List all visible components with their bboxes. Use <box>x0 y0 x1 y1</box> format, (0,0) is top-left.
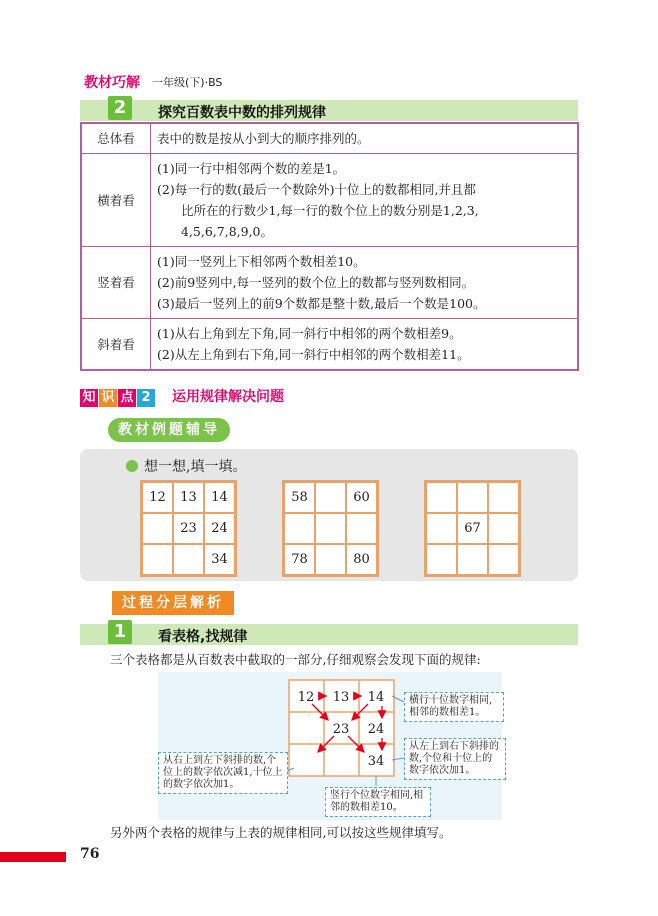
note-diagonal-down-left: 从右上到左下斜排的数,个位上的数字依次减1,十位上的数字依次加1。 <box>158 752 288 794</box>
grid-cell: 13 <box>173 482 204 513</box>
section-2-bar <box>80 624 578 645</box>
row-content <box>151 123 579 154</box>
grid-cell[interactable] <box>488 544 519 575</box>
grid-cell[interactable] <box>315 482 346 513</box>
page-number: 76 <box>80 846 100 862</box>
grid-cell: 58 <box>284 482 315 513</box>
row-label: 横着看 <box>81 154 151 247</box>
grade-label: 一年级(下)·BS <box>152 76 223 89</box>
grid-cell[interactable] <box>315 544 346 575</box>
section-1-number: 2 <box>108 96 132 120</box>
grid-2 <box>282 480 379 577</box>
section-1-title: 探究百数表中数的排列规律 <box>158 105 326 121</box>
grid-cell[interactable] <box>426 482 457 513</box>
table-row <box>81 319 578 371</box>
grid-cell: 80 <box>346 544 377 575</box>
grid-cell[interactable] <box>488 482 519 513</box>
row-label: 总体看 <box>81 123 151 154</box>
grid-cell: 12 <box>142 482 173 513</box>
row-text: (1)同一竖列上下相邻两个数相差10。 <box>157 254 366 269</box>
row-text: 比所在的行数少1,每一行的数个位上的数分别是1,2,3, <box>181 203 479 218</box>
row-text: 表中的数是按从小到大的顺序排列的。 <box>157 131 370 146</box>
grid-cell[interactable] <box>142 544 173 575</box>
knowledge-point-tag <box>80 386 156 407</box>
grid-cell: 78 <box>284 544 315 575</box>
note-vertical-rule: 竖行个位数字相同,相邻的数相差10。 <box>325 787 431 817</box>
diagram-cell: 34 <box>367 754 385 769</box>
grid-cell[interactable] <box>457 544 488 575</box>
grid-cell[interactable] <box>173 544 204 575</box>
row-content <box>151 319 579 371</box>
closing-paragraph: 另外两个表格的规律与上表的规律相同,可以按这些规律填写。 <box>110 825 452 840</box>
grid-1 <box>140 480 237 577</box>
row-text: (1)从右上角到左下角,同一斜行中相邻的两个数相差9。 <box>157 326 462 341</box>
grid-cell[interactable] <box>315 513 346 544</box>
kp-char: 知 <box>80 389 98 407</box>
grid-cell[interactable] <box>284 513 315 544</box>
row-text: (2)每一行的数(最后一个数除外)十位上的数都相同,并且都 <box>157 182 476 197</box>
kp-char: 识 <box>99 389 117 407</box>
grid-cell: 14 <box>204 482 235 513</box>
grid-cell: 23 <box>173 513 204 544</box>
row-content <box>151 247 579 319</box>
section-2-title: 看表格,找规律 <box>158 629 248 645</box>
table-row <box>81 247 578 319</box>
note-horizontal-rule: 横行十位数字相同,相邻的数相差1。 <box>404 692 504 722</box>
grid-cell[interactable] <box>488 513 519 544</box>
diagram-cell: 13 <box>332 690 350 705</box>
table-row <box>81 154 578 247</box>
diagram-cell: 23 <box>332 722 350 737</box>
kp-number: 2 <box>137 389 155 407</box>
example-label: 教材例题辅导 <box>108 418 230 442</box>
grid-cell[interactable] <box>426 544 457 575</box>
grid-cell: 24 <box>204 513 235 544</box>
row-text: (3)最后一竖列上的前9个数都是整十数,最后一个数是100。 <box>157 296 486 311</box>
kp-char: 点 <box>118 389 136 407</box>
diagram-cell: 14 <box>367 690 385 705</box>
section-1-bar <box>80 100 578 121</box>
book-brand: 教材巧解 <box>84 75 140 91</box>
bullet-dot-icon <box>126 460 138 472</box>
process-label: 过程分层解析 <box>112 591 234 615</box>
diagram-cell: 12 <box>297 690 315 705</box>
grid-cell: 67 <box>457 513 488 544</box>
row-text: 4,5,6,7,8,9,0。 <box>181 224 274 239</box>
table-row <box>81 123 578 154</box>
row-text: (2)前9竖列中,每一竖列的数个位上的数都与竖列数相同。 <box>157 275 475 290</box>
knowledge-point-title: 运用规律解决问题 <box>172 389 284 405</box>
note-diagonal-down-right: 从左上到右下斜排的数,个位和十位上的数字依次加1。 <box>404 738 506 780</box>
page-accent-bar <box>0 852 66 862</box>
grid-cell[interactable] <box>457 482 488 513</box>
grid-3 <box>424 480 521 577</box>
grid-cell[interactable] <box>346 513 377 544</box>
diagram-cell: 24 <box>367 722 385 737</box>
example-prompt: 想一想,填一填。 <box>144 459 247 475</box>
row-text: (1)同一行中相邻两个数的差是1。 <box>157 161 346 176</box>
row-text: (2)从左上角到右下角,同一斜行中相邻的两个数相差11。 <box>157 347 470 362</box>
section-2-number: 1 <box>108 620 132 644</box>
grid-cell: 60 <box>346 482 377 513</box>
pattern-summary-table <box>80 122 579 371</box>
row-content <box>151 154 579 247</box>
grid-cell[interactable] <box>142 513 173 544</box>
intro-paragraph: 三个表格都是从百数表中截取的一部分,仔细观察会发现下面的规律: <box>110 652 481 667</box>
grid-cell: 34 <box>204 544 235 575</box>
row-label: 斜着看 <box>81 319 151 371</box>
row-label: 竖着看 <box>81 247 151 319</box>
grid-cell[interactable] <box>426 513 457 544</box>
